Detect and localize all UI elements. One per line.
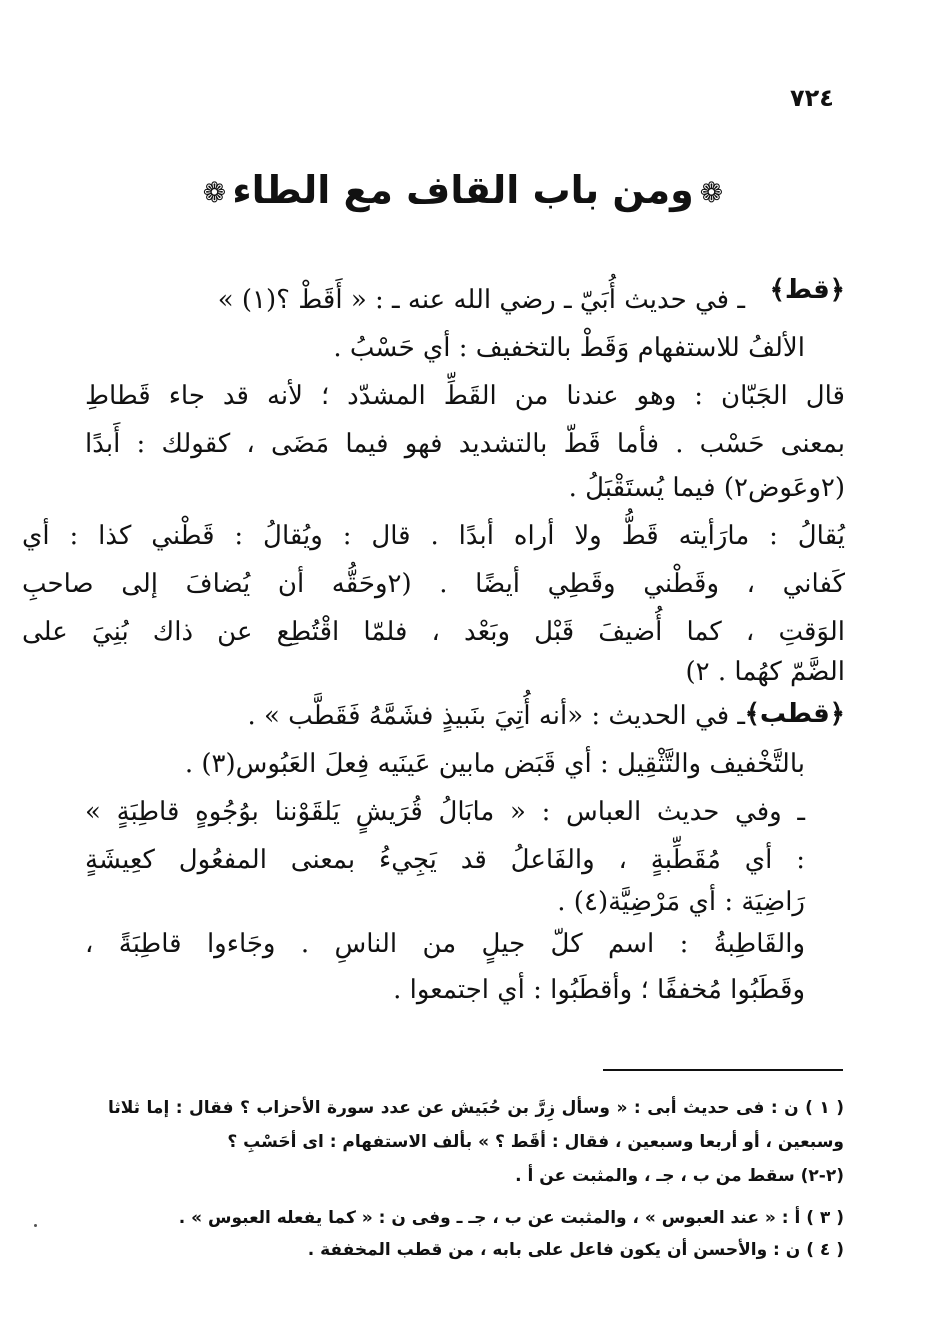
text-line: الضَّمّ كهُما . ٢) <box>685 657 845 687</box>
scan-speck <box>34 1224 37 1227</box>
ornament-left-icon: ❁ <box>202 176 227 209</box>
text-line: يُقالُ : مارَأيته قَطُّ ولا أراه أبدًا . قال : ويُقالُ : قَطْني كذا : أي <box>22 521 845 551</box>
text-line: بالتَّخْفيف والتَّثْقِيل : أي قَبَض مابين عَينَيه فِعلَ العَبُوس(٣) . <box>184 749 805 779</box>
footnote-2: (٢-٢) سقط من ب ، جـ ، والمثبت عن أ . <box>515 1166 844 1186</box>
page-number: ٧٢٤ <box>790 84 834 112</box>
text-line: وقَطَبُوا مُخففًا ؛ وأقطَبُوا : أي اجتمعوا . <box>393 975 805 1005</box>
footnote-1-cont: وسبعين ، أو أربعا وسبعين ، فقال : أقَط ؟ » بألف الاستفهام : اى أحَسْبِ ؟ <box>227 1132 844 1152</box>
text-line: رَاضِيَة : أي مَرْضِيَّة(٤) . <box>557 887 805 917</box>
text-line: ـ في حديث أُبَيّ ـ رضي الله عنه ـ : « أَقَطْ ؟(١) » <box>217 285 745 315</box>
text-line: ـ وفي حديث العباس : « مابَالُ قُرَيشٍ يَلقَوْننا بوُجُوهٍ قاطِبَةٍ » <box>85 797 805 827</box>
text-line: (٢وعَوض٢) فيما يُستَقْبَلُ . <box>568 473 845 503</box>
text-line: ـ في الحديث : «أنه أُتِيَ بنَبيذٍ فشَمَّهُ فَقَطَّب » . <box>247 701 745 731</box>
footnote-4: ( ٤ ) ن : والأحسن أن يكون فاعل على بابه ، من قطب المخففة . <box>307 1240 844 1260</box>
text-line: الألفُ للاستفهام وَقَطْ بالتخفيف : أي حَسْبُ . <box>333 333 805 363</box>
text-line: والقَاطِبةُ : اسم كلّ جيلٍ من الناسِ . وجَاءوا قاطِبَةً ، <box>85 929 805 959</box>
text-line: : أي مُقَطِّبةٍ ، والفَاعلُ قد يَجِيءُ بمعنى المفعُول كعِيشَةٍ <box>85 845 805 875</box>
footnote-1: ( ١ ) ن : فى حديث أبى : « وسأل زِرَّ بن حُبَيش عن عدد سورة الأحزاب ؟ فقال : إما ثلاثا <box>108 1098 844 1118</box>
ornament-right-icon: ❁ <box>699 176 724 209</box>
chapter-heading <box>130 168 796 224</box>
footnote-divider <box>603 1069 843 1071</box>
footnote-3: ( ٣ ) أ : « عند العبوس » ، والمثبت عن ب ، جـ ـ وفى ن : « كما يفعله العبوس » . <box>178 1208 844 1228</box>
chapter-title: ومن باب القاف مع الطاء <box>232 168 694 212</box>
entry-head-qat: ﴿قط﴾ <box>769 275 845 305</box>
entry-head-qatab: ﴿قطب﴾ <box>744 699 845 729</box>
text-line: الوَقتِ ، كما أُضيفَ قَبْل وبَعْد ، فلمّا اقْتُطِع عن ذاك بُنِيَ على <box>22 617 845 647</box>
text-line: قال الجَبّان : وهو عندنا من القَطِّ المشدّد ؛ لأنه قد جاء قَطاطِ <box>85 381 845 411</box>
text-line: كَفاني ، وقَطْني وقَطِي أيضًا . (٢وحَقُّه أن يُضافَ إلى صاحبِ <box>22 569 845 599</box>
text-line: بمعنى حَسْب . فأما قَطّ بالتشديد فهو فيما مَضَى ، كقولك : أَبدًا <box>85 429 845 459</box>
